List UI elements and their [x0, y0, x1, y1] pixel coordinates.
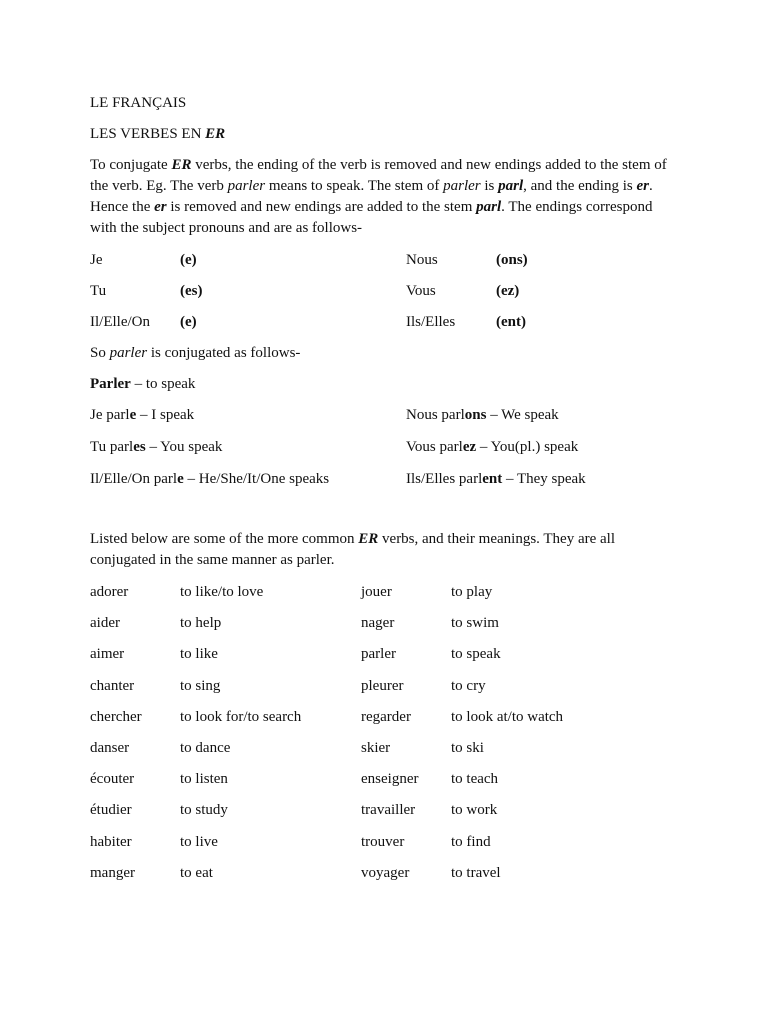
intro-segment: parl	[498, 178, 524, 194]
verb-meaning: to like	[180, 646, 218, 663]
subtitle-prefix: LES VERBES EN	[90, 126, 206, 142]
verb-ending: (es)	[180, 283, 203, 299]
conjugation-singular-segment: es	[133, 439, 146, 455]
subject-pronoun: Je	[90, 252, 103, 268]
verb-meaning: to look at/to watch	[451, 708, 564, 725]
subject-pronoun: Tu	[90, 283, 107, 299]
verb-infinitive: aimer	[90, 646, 125, 663]
verb-meaning: to live	[180, 833, 218, 850]
conjugation-singular-segment: e	[177, 471, 184, 487]
verb-infinitive: parler	[361, 646, 396, 663]
verb-meaning: to travel	[451, 864, 501, 881]
verb-infinitive: enseigner	[361, 771, 419, 788]
verb-meaning: to find	[451, 833, 491, 850]
conjugation-plural-segment: – You(pl.) speak	[476, 439, 579, 455]
so-line-verb: parler	[109, 345, 148, 361]
intro-segment: er	[154, 199, 167, 215]
verb-ending: (e)	[180, 252, 197, 268]
conjugation-singular	[90, 437, 222, 457]
verb-meaning: to cry	[451, 677, 486, 694]
verb-meaning: to eat	[180, 864, 213, 881]
verb-meaning: to dance	[180, 740, 231, 756]
listed-paragraph	[90, 529, 680, 571]
verb-ending: (ons)	[496, 252, 528, 268]
verb-meaning: to listen	[180, 771, 228, 788]
conjugation-plural-segment: Vous parl	[406, 439, 463, 455]
verb-meaning: to work	[451, 802, 498, 819]
conjugation-singular	[90, 469, 329, 489]
conjugation-plural-segment: – We speak	[486, 407, 559, 423]
so-line-after: is conjugated as follows-	[147, 345, 301, 361]
conjugation-plural-segment: ent	[482, 471, 503, 487]
subject-pronoun: Vous	[406, 283, 436, 299]
intro-segment: means to speak. The stem of	[265, 178, 444, 194]
conjugation-singular-segment: Il/Elle/On parl	[90, 471, 178, 487]
intro-segment: To conjugate	[90, 157, 172, 173]
intro-segment: er	[636, 178, 649, 194]
conjugation-singular-segment: – I speak	[136, 407, 195, 423]
verb-infinitive: chanter	[90, 677, 135, 694]
verb-ending: (ez)	[496, 283, 520, 299]
conjugation-plural-segment: – They speak	[502, 471, 586, 487]
verb-infinitive: travailler	[361, 802, 416, 819]
so-line	[90, 343, 300, 363]
so-line-before: So	[90, 345, 110, 361]
intro-segment: is removed and new endings are added to the stem	[166, 199, 477, 215]
verb-infinitive: jouer	[361, 584, 392, 600]
verb-infinitive: voyager	[361, 864, 410, 881]
parler-heading-verb: Parler	[90, 376, 131, 392]
verb-infinitive: chercher	[90, 708, 142, 725]
verb-infinitive: skier	[361, 740, 391, 756]
subject-pronoun: Nous	[406, 252, 438, 268]
conjugation-plural-segment: Nous parl	[406, 407, 465, 423]
verb-infinitive: regarder	[361, 708, 411, 725]
intro-segment: ER	[171, 157, 192, 173]
subtitle-emphasis: ER	[205, 126, 226, 142]
listed-segment: ER	[358, 531, 379, 547]
conjugation-plural	[406, 405, 559, 425]
verb-infinitive: aider	[90, 615, 120, 632]
conjugation-singular	[90, 405, 194, 425]
conjugation-plural	[406, 469, 586, 489]
conjugation-singular-segment: Tu parl	[90, 439, 134, 455]
verb-meaning: to ski	[451, 740, 484, 756]
verb-meaning: to play	[451, 584, 493, 600]
intro-segment: , and the ending is	[523, 178, 637, 194]
verb-meaning: to look for/to search	[180, 708, 302, 725]
intro-segment: parler	[227, 178, 266, 194]
verb-infinitive: nager	[361, 615, 395, 632]
verb-meaning: to study	[180, 802, 228, 819]
parler-heading	[90, 374, 195, 394]
verb-infinitive: trouver	[361, 833, 405, 850]
intro-segment: is	[480, 178, 499, 194]
intro-segment: parler	[443, 178, 481, 194]
listed-segment: Listed below are some of the more common	[90, 531, 359, 547]
document-title: LE FRANÇAIS	[90, 95, 187, 111]
intro-segment: parl	[476, 199, 502, 215]
conjugation-plural	[406, 437, 578, 457]
verb-infinitive: pleurer	[361, 677, 404, 694]
verb-infinitive: danser	[90, 740, 130, 756]
verb-meaning: to teach	[451, 771, 499, 788]
verb-meaning: to sing	[180, 677, 221, 694]
verb-infinitive: écouter	[90, 771, 135, 788]
subject-pronoun: Il/Elle/On	[90, 314, 150, 330]
conjugation-plural-segment: Ils/Elles parl	[406, 471, 483, 487]
intro-segment: . Hence the	[90, 178, 653, 215]
verb-ending: (ent)	[496, 314, 526, 330]
conjugation-singular-segment: – He/She/It/One speaks	[183, 471, 330, 487]
verb-ending: (e)	[180, 314, 197, 330]
listed-segment: verbs, and their meanings. They are all conjugated in the same manner as parler.	[90, 531, 616, 568]
verb-meaning: to speak	[451, 646, 501, 663]
intro-segment: . The endings correspond with the subject pronouns and are as follows-	[90, 199, 653, 236]
document-subtitle	[90, 124, 225, 144]
intro-paragraph	[90, 155, 680, 239]
verb-infinitive: étudier	[90, 802, 132, 819]
verb-infinitive: manger	[90, 864, 135, 881]
conjugation-singular-segment: Je parl	[90, 407, 130, 423]
verb-meaning: to swim	[451, 615, 499, 632]
conjugation-plural-segment: ons	[464, 407, 487, 423]
conjugation-singular-segment: e	[129, 407, 137, 423]
verb-infinitive: adorer	[90, 584, 129, 600]
intro-segment: verbs, the ending of the verb is removed and new endings added to the stem of the verb. Eg. The verb	[90, 157, 667, 194]
verb-infinitive: habiter	[90, 833, 132, 850]
verb-meaning: to help	[180, 615, 222, 632]
conjugation-singular-segment: – You speak	[145, 439, 223, 455]
verb-meaning: to like/to love	[180, 584, 264, 600]
subject-pronoun: Ils/Elles	[406, 314, 456, 330]
parler-heading-meaning: – to speak	[130, 376, 196, 392]
conjugation-plural-segment: ez	[462, 439, 477, 455]
